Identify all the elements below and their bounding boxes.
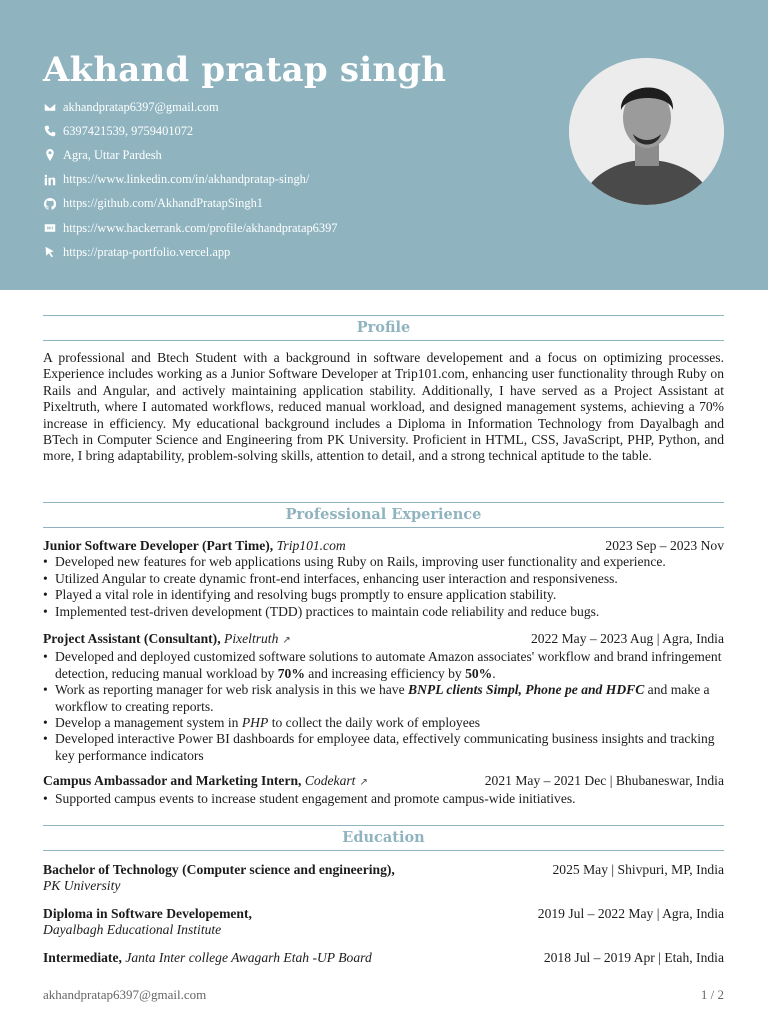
- section-heading-education: Education: [43, 825, 724, 851]
- contact-email[interactable]: akhandpratap6397@gmail.com: [43, 95, 337, 119]
- degree: Diploma in Software Developement,: [43, 906, 252, 921]
- external-link-icon[interactable]: ↗: [282, 635, 291, 646]
- job-bullets: [43, 554, 724, 620]
- page-number: 1 / 2: [700, 987, 724, 1002]
- bullet-item: • Developed and deployed customized software solutions to automate Amazon associates' workflow and brand infringement detection, reducing manual workload by 70% and increasing efficiency by 50%.: [43, 649, 724, 682]
- contact-portfolio[interactable]: https://pratap-portfolio.vercel.app: [43, 240, 337, 264]
- external-link-icon[interactable]: ↗: [359, 777, 368, 788]
- hackerrank-icon: [43, 221, 57, 235]
- job-header: [43, 773, 724, 791]
- education-entry: [43, 862, 724, 895]
- linkedin-icon: [43, 173, 57, 187]
- header-banner: [0, 0, 768, 290]
- degree: Bachelor of Technology (Computer science and engineering),: [43, 862, 395, 877]
- institution: Janta Inter college Awagarh Etah -UP Board: [125, 950, 372, 965]
- education-date: 2019 Jul – 2022 May | Agra, India: [537, 906, 724, 921]
- job-entry: [43, 773, 724, 808]
- contact-hackerrank[interactable]: https://www.hackerrank.com/profile/akhandpratap6397: [43, 216, 337, 240]
- email-icon: [43, 100, 57, 114]
- job-header: [43, 631, 724, 649]
- job-company: Trip101.com: [276, 538, 346, 553]
- bullet-item: • Played a vital role in identifying and resolving bugs promptly to ensure application stability.: [43, 587, 724, 603]
- education-entry: [43, 950, 724, 966]
- job-role: Junior Software Developer (Part Time),: [43, 538, 274, 553]
- education-entry: [43, 906, 724, 939]
- job-role: Project Assistant (Consultant),: [43, 631, 221, 646]
- candidate-name: Akhand pratap singh: [43, 50, 447, 90]
- section-heading-experience: Professional Experience: [43, 502, 724, 528]
- bullet-item: • Developed interactive Power BI dashboards for employee data, effectively communicating business insights and tracking key performance indicators: [43, 731, 724, 764]
- footer-email: akhandpratap6397@gmail.com: [43, 987, 207, 1002]
- job-date: 2021 May – 2021 Dec | Bhubaneswar, India: [484, 773, 724, 788]
- education-date: 2018 Jul – 2019 Apr | Etah, India: [543, 950, 724, 965]
- bullet-item: • Implemented test-driven development (TDD) practices to maintain code reliability and reduce bugs.: [43, 604, 724, 620]
- institution: PK University: [43, 878, 121, 894]
- bullet-item: • Supported campus events to increase student engagement and promote campus-wide initiatives.: [43, 791, 724, 807]
- job-bullets: [43, 649, 724, 764]
- job-header: [43, 538, 724, 554]
- bullet-item: • Work as reporting manager for web risk analysis in this we have BNPL clients Simpl, Phone pe and HDFC and make a workflow to creating reports.: [43, 682, 724, 715]
- profile-photo: [569, 58, 724, 205]
- job-entry: [43, 631, 724, 764]
- cursor-icon: [43, 245, 57, 259]
- contact-phone[interactable]: 6397421539, 9759401072: [43, 119, 337, 143]
- job-date: 2022 May – 2023 Aug | Agra, India: [530, 631, 724, 646]
- job-date: 2023 Sep – 2023 Nov: [605, 538, 724, 553]
- contact-linkedin[interactable]: https://www.linkedin.com/in/akhandpratap-singh/: [43, 168, 337, 192]
- education-date: 2025 May | Shivpuri, MP, India: [552, 862, 724, 877]
- degree: Intermediate,: [43, 950, 122, 965]
- institution: Dayalbagh Educational Institute: [43, 922, 222, 938]
- profile-summary: A professional and Btech Student with a background in software developement and a focus on optimizing processes. Experience includes working as a Junior Software Developer at Trip101.com, enhancing user functionality through Ruby on Rails and Angular, and actively maintaining application stability. Additionally, I have served as a Project Assistant at Pixeltruth, where I automated workflows, reduced manual workload, and designed management systems, achieving a 70% increase in efficiency. My educational background includes a Diploma in Information Technology from Dayalbagh and BTech in Computer Science and Engineering from PK University. Proficient in HTML, CSS, JavaScript, PHP, Python, and more, I bring adaptability, problem-solving skills, attention to detail, and a strong technical aptitude to the table.: [43, 350, 724, 464]
- contact-list: [43, 95, 337, 264]
- bullet-item: • Developed new features for web applications using Ruby on Rails, improving user functionality and experience.: [43, 554, 724, 570]
- job-entry: [43, 538, 724, 620]
- job-company-link[interactable]: Codekart: [304, 773, 356, 788]
- github-icon: [43, 197, 57, 211]
- bullet-item: • Utilized Angular to create dynamic front-end interfaces, enhancing user interaction and responsiveness.: [43, 571, 724, 587]
- location-icon: [43, 148, 57, 162]
- phone-icon: [43, 124, 57, 138]
- bullet-item: • Develop a management system in PHP to collect the daily work of employees: [43, 715, 724, 731]
- job-bullets: [43, 791, 724, 807]
- contact-location: Agra, Uttar Pardesh: [43, 143, 337, 167]
- section-heading-profile: Profile: [43, 315, 724, 341]
- contact-github[interactable]: https://github.com/AkhandPratapSingh1: [43, 192, 337, 216]
- job-role: Campus Ambassador and Marketing Intern,: [43, 773, 302, 788]
- job-company-link[interactable]: Pixeltruth: [224, 631, 279, 646]
